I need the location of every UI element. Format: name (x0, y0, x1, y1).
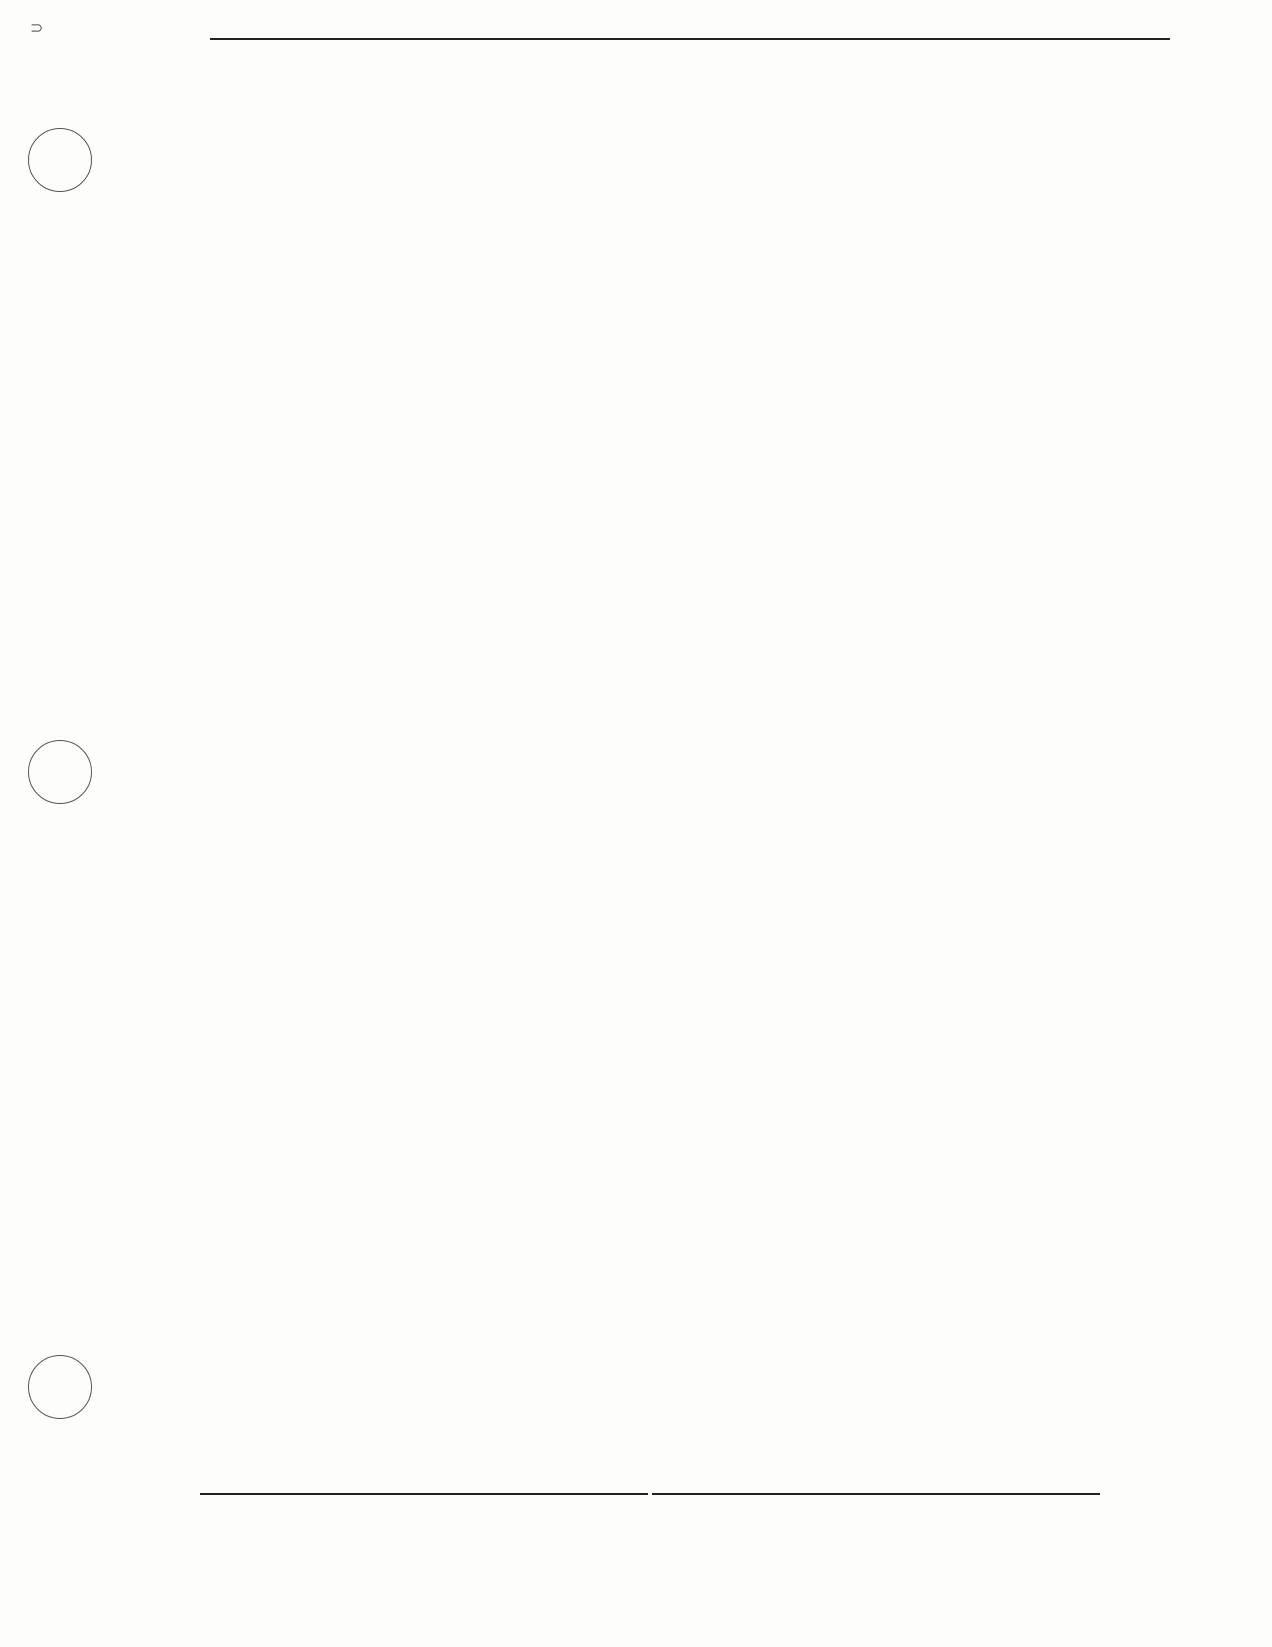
footer-division-line (200, 1480, 1100, 1500)
top-rule (210, 38, 1170, 40)
corner-mark-icon: ⊃ (30, 20, 44, 37)
binder-hole-middle (28, 740, 92, 804)
footer-rule-right (652, 1493, 1100, 1495)
footer-rule-left (200, 1493, 648, 1495)
binder-hole-top (28, 128, 92, 192)
page-footer (200, 1480, 1100, 1502)
parts-catalog-page (210, 38, 1170, 50)
binder-hole-bottom (28, 1355, 92, 1419)
